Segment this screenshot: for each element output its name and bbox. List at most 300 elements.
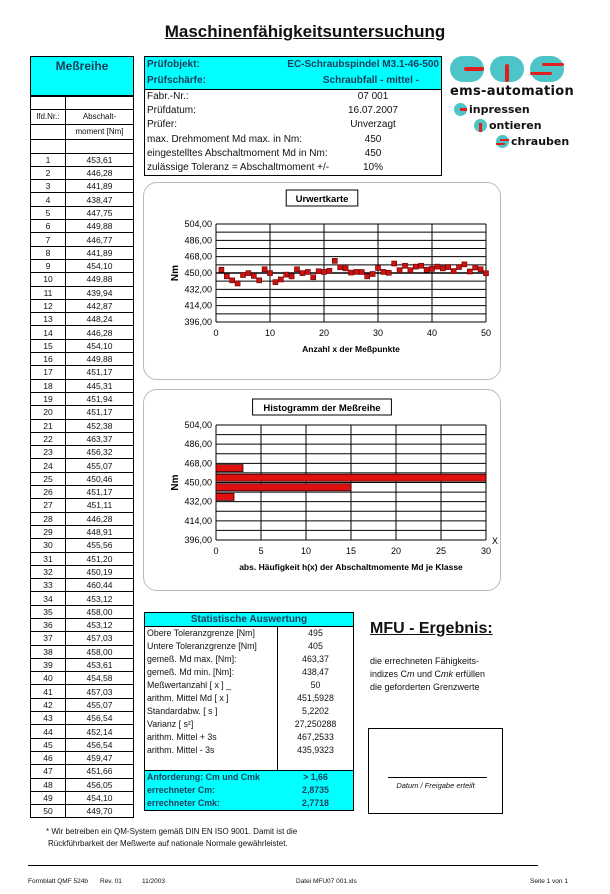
data-point <box>316 269 321 274</box>
measurement-row <box>31 246 134 259</box>
row-value: 449,88 <box>66 353 134 366</box>
info-label: zulässige Toleranz = Abschaltmoment +/- <box>147 161 330 173</box>
data-point <box>278 277 283 282</box>
col-header-value-2: moment [Nm] <box>66 125 134 140</box>
row-value: 459,47 <box>66 751 134 764</box>
data-point <box>230 278 235 283</box>
row-number: 48 <box>31 778 66 791</box>
row-number: 32 <box>31 565 66 578</box>
measurement-row <box>31 166 134 179</box>
row-value: 458,00 <box>66 605 134 618</box>
row-number: 26 <box>31 486 66 499</box>
y-tick-label: 432,00 <box>184 496 212 507</box>
result-row <box>145 784 353 797</box>
measurement-row <box>31 220 134 233</box>
row-value: 456,32 <box>66 446 134 459</box>
row-value: 456,05 <box>66 778 134 791</box>
x-tick-label: 15 <box>345 546 357 556</box>
data-point <box>338 265 343 270</box>
info-value: 07 001 <box>357 91 389 102</box>
measurement-grid <box>30 96 134 818</box>
data-point <box>419 263 424 268</box>
footer-rev: Rev. 01 <box>100 878 122 885</box>
row-value: 456,54 <box>66 738 134 751</box>
signature-label: Datum / Freigabe erteilt <box>396 781 475 790</box>
mfu-result-heading: MFU - Ergebnis: <box>370 620 493 637</box>
stats-label: Meßwertanzahl [ x ] _ <box>145 679 278 692</box>
row-value: 447,75 <box>66 206 134 219</box>
data-point <box>424 267 429 272</box>
row-value: 457,03 <box>66 685 134 698</box>
data-point <box>435 264 440 269</box>
row-number: 25 <box>31 472 66 485</box>
y-tick-label: 396,00 <box>184 317 212 327</box>
row-value: 451,17 <box>66 486 134 499</box>
data-point <box>408 268 413 273</box>
stats-row <box>145 627 353 640</box>
measurement-row <box>31 778 134 791</box>
row-number: 44 <box>31 725 66 738</box>
data-point <box>386 270 391 275</box>
pruefschaerfe-row <box>145 73 441 90</box>
logo-word-schrauben: chrauben <box>496 135 580 148</box>
data-point <box>457 265 462 270</box>
data-point <box>251 273 256 278</box>
measurement-row <box>31 565 134 578</box>
stats-rows <box>145 627 353 757</box>
measurement-row <box>31 738 134 751</box>
y-tick-label: 450,00 <box>184 477 212 488</box>
row-value: 458,00 <box>66 645 134 658</box>
row-value: 438,47 <box>66 193 134 206</box>
histogram-svg <box>144 390 500 590</box>
measurement-row <box>31 233 134 246</box>
row-value: 446,28 <box>66 166 134 179</box>
data-point <box>392 261 397 266</box>
row-number: 33 <box>31 579 66 592</box>
measurement-row <box>31 339 134 352</box>
chart-title: Urwertkarte <box>295 194 349 205</box>
row-number: 45 <box>31 738 66 751</box>
stats-label: Varianz [ s²] <box>145 718 278 731</box>
stats-value: 467,2533 <box>297 732 334 742</box>
row-number: 29 <box>31 525 66 538</box>
data-point <box>311 275 316 280</box>
row-value: 451,66 <box>66 765 134 778</box>
footer-form: Formblatt QMF 524b <box>28 878 88 885</box>
y-axis-label: Nm <box>170 474 181 491</box>
row-value: 453,12 <box>66 592 134 605</box>
row-number: 21 <box>31 419 66 432</box>
data-point <box>451 269 456 274</box>
data-point <box>467 269 472 274</box>
data-point <box>413 264 418 269</box>
row-number: 28 <box>31 512 66 525</box>
stats-row <box>145 679 353 692</box>
measurement-row <box>31 539 134 552</box>
row-value: 452,14 <box>66 725 134 738</box>
data-point <box>381 269 386 274</box>
row-number: 2 <box>31 166 66 179</box>
measurement-row <box>31 751 134 764</box>
result-row <box>145 797 353 810</box>
row-value: 449,70 <box>66 805 134 818</box>
qm-note: * Wir betreiben ein QM-System gemäß DIN EN ISO 9001. Damit ist die Rückführbarkeit der Meßwerte auf nationale Normale gewährleistet. <box>46 827 298 848</box>
row-value: 448,24 <box>66 313 134 326</box>
stats-row <box>145 640 353 653</box>
row-value: 455,56 <box>66 539 134 552</box>
measurement-row <box>31 605 134 618</box>
data-point <box>246 271 251 276</box>
row-number: 8 <box>31 246 66 259</box>
row-number: 7 <box>31 233 66 246</box>
chart-title: Histogramm der Meßreihe <box>263 403 381 414</box>
info-value: 450 <box>364 133 382 145</box>
row-value: 454,58 <box>66 672 134 685</box>
spacer-cell <box>66 97 134 110</box>
measurement-row <box>31 579 134 592</box>
data-point <box>430 266 435 271</box>
result-value: > 1,66 <box>303 772 328 782</box>
col-header-nr: lfd.Nr.: <box>31 110 66 125</box>
data-point <box>462 262 467 267</box>
stats-value: 27,250288 <box>294 719 337 729</box>
measurement-row <box>31 153 134 166</box>
measurement-row <box>31 658 134 671</box>
pruefschaerfe-label: Prüfschärfe: <box>147 75 206 86</box>
data-point <box>370 271 375 276</box>
ems-logo-mark <box>450 56 580 82</box>
info-value: Unverzagt <box>350 119 396 131</box>
x-tick-label: 20 <box>318 328 330 338</box>
row-number: 36 <box>31 618 66 631</box>
measurement-row <box>31 672 134 685</box>
x-axis-label: abs. Häufigkeit h(x) der Abschaltmomente Md je Klasse <box>239 562 463 572</box>
measurement-row <box>31 632 134 645</box>
row-value: 454,10 <box>66 791 134 804</box>
test-info-box <box>144 56 442 176</box>
measurement-row <box>31 791 134 804</box>
measurement-row <box>31 805 134 818</box>
row-number: 13 <box>31 313 66 326</box>
measurement-row <box>31 725 134 738</box>
row-number: 20 <box>31 406 66 419</box>
x-tick-label: 40 <box>426 328 438 338</box>
stats-value: 50 <box>310 680 321 690</box>
data-point <box>322 269 327 274</box>
result-label: errechneter Cm: <box>147 785 215 795</box>
row-number: 35 <box>31 605 66 618</box>
stats-label: arithm. Mittel Md [ x ] <box>145 692 278 705</box>
stats-label: gemeß. Md max. [Nm]: <box>145 653 278 666</box>
row-value: 463,37 <box>66 432 134 445</box>
measurement-row <box>31 313 134 326</box>
measurement-row <box>31 472 134 485</box>
row-number: 49 <box>31 791 66 804</box>
result-label: errechneter Cmk: <box>147 798 220 808</box>
x-tick-label: 10 <box>300 546 312 556</box>
measurement-row <box>31 512 134 525</box>
footer-divider <box>28 865 538 866</box>
logo-m-mini-icon <box>474 119 487 132</box>
stats-value: 438,47 <box>302 667 329 677</box>
x-tick-label: 20 <box>390 546 402 556</box>
result-label: Anforderung: Cm und Cmk <box>147 772 260 782</box>
measurement-row <box>31 273 134 286</box>
measurement-row <box>31 379 134 392</box>
measurement-row <box>31 419 134 432</box>
measurement-row <box>31 698 134 711</box>
row-number: 37 <box>31 632 66 645</box>
data-point <box>268 271 273 276</box>
footer-page: Seite 1 von 1 <box>530 878 568 885</box>
stats-row <box>145 718 353 731</box>
row-number: 41 <box>31 685 66 698</box>
row-value: 450,19 <box>66 565 134 578</box>
x-tick-label: 30 <box>480 546 492 556</box>
measurement-row <box>31 459 134 472</box>
ems-logo <box>450 56 580 171</box>
stats-row <box>145 666 353 679</box>
row-value: 442,87 <box>66 299 134 312</box>
info-label: Prüfer: <box>147 119 178 131</box>
row-number: 10 <box>31 273 66 286</box>
row-number: 19 <box>31 392 66 405</box>
measurement-table-header: Meßreihe <box>30 56 134 96</box>
row-value: 455,07 <box>66 698 134 711</box>
row-number: 18 <box>31 379 66 392</box>
stats-row <box>145 705 353 718</box>
data-point <box>376 265 381 270</box>
stats-header: Statistische Auswertung <box>145 613 353 627</box>
measurement-row <box>31 645 134 658</box>
measurement-row <box>31 193 134 206</box>
data-point <box>484 271 489 276</box>
measurement-row <box>31 618 134 631</box>
row-number: 23 <box>31 446 66 459</box>
stats-label: Standardabw. [ s ] <box>145 705 278 718</box>
data-point <box>284 272 289 277</box>
data-point <box>343 266 348 271</box>
x-axis-end-label: X <box>492 536 499 546</box>
stats-table <box>144 612 354 811</box>
result-value: 2,8735 <box>302 785 329 795</box>
y-tick-label: 486,00 <box>184 439 212 450</box>
measurement-row <box>31 286 134 299</box>
stats-row <box>145 731 353 744</box>
measurement-row <box>31 486 134 499</box>
row-value: 454,10 <box>66 259 134 272</box>
row-number: 38 <box>31 645 66 658</box>
stats-value: 5,2202 <box>302 706 329 716</box>
info-row <box>145 118 441 132</box>
logo-s-icon <box>530 56 564 82</box>
stats-spacer-row <box>145 757 353 770</box>
measurement-table <box>30 56 134 818</box>
row-number: 15 <box>31 339 66 352</box>
data-point <box>262 267 267 272</box>
row-value: 439,94 <box>66 286 134 299</box>
stats-results <box>145 770 353 810</box>
info-value: 450 <box>364 147 382 159</box>
y-tick-label: 414,00 <box>184 300 212 311</box>
data-point <box>365 274 370 279</box>
x-tick-label: 0 <box>213 328 219 338</box>
row-value: 441,89 <box>66 180 134 193</box>
result-value: 2,7718 <box>302 798 329 808</box>
y-axis-label: Nm <box>170 264 181 282</box>
measurement-row <box>31 366 134 379</box>
measurement-row <box>31 206 134 219</box>
data-point <box>403 263 408 268</box>
row-number: 43 <box>31 712 66 725</box>
urwertkarte-svg <box>144 183 500 379</box>
row-number: 31 <box>31 552 66 565</box>
measurement-row <box>31 392 134 405</box>
info-value: 16.07.2007 <box>347 105 399 117</box>
measurement-row <box>31 712 134 725</box>
pruefobjekt-label: Prüfobjekt: <box>147 59 200 70</box>
stats-label: gemeß. Md min. [Nm]: <box>145 666 278 679</box>
histogram-bar <box>216 474 486 481</box>
stats-row <box>145 744 353 757</box>
row-value: 446,28 <box>66 512 134 525</box>
measurement-row <box>31 353 134 366</box>
row-value: 453,61 <box>66 658 134 671</box>
data-point <box>219 267 224 272</box>
measurement-row <box>31 259 134 272</box>
data-point <box>332 258 337 263</box>
logo-m-icon <box>490 56 524 82</box>
row-number: 11 <box>31 286 66 299</box>
stats-row <box>145 692 353 705</box>
x-tick-label: 30 <box>372 328 384 338</box>
x-tick-label: 50 <box>480 328 492 338</box>
row-number: 1 <box>31 153 66 166</box>
row-number: 17 <box>31 366 66 379</box>
spacer-cell <box>31 125 66 140</box>
row-number: 47 <box>31 765 66 778</box>
data-point <box>235 281 240 286</box>
row-value: 451,11 <box>66 499 134 512</box>
measurement-row <box>31 685 134 698</box>
row-value: 452,38 <box>66 419 134 432</box>
y-tick-label: 396,00 <box>184 535 212 545</box>
row-number: 34 <box>31 592 66 605</box>
row-value: 460,44 <box>66 579 134 592</box>
measurement-row <box>31 592 134 605</box>
measurement-row <box>31 406 134 419</box>
row-number: 5 <box>31 206 66 219</box>
stats-label: Untere Toleranzgrenze [Nm] <box>145 640 278 653</box>
col-header-value-1: Abschalt- <box>66 110 134 125</box>
y-tick-label: 414,00 <box>184 515 212 526</box>
stats-row <box>145 653 353 666</box>
y-tick-label: 450,00 <box>184 268 212 278</box>
data-point <box>273 280 278 285</box>
info-row <box>145 147 441 161</box>
row-value: 451,94 <box>66 392 134 405</box>
histogram-chart <box>143 389 501 591</box>
row-number: 3 <box>31 180 66 193</box>
data-point <box>446 265 451 270</box>
data-point <box>257 278 262 283</box>
logo-word-montieren: ontieren <box>474 119 580 132</box>
logo-s-mini-icon <box>496 135 509 148</box>
row-number: 39 <box>31 658 66 671</box>
row-number: 4 <box>31 193 66 206</box>
data-point <box>289 274 294 279</box>
stats-value: 495 <box>308 628 323 638</box>
histogram-bar <box>216 465 243 472</box>
measurement-row <box>31 525 134 538</box>
data-point <box>295 267 300 272</box>
row-value: 451,17 <box>66 406 134 419</box>
info-row <box>145 161 441 175</box>
data-point <box>359 269 364 274</box>
data-point <box>473 265 478 270</box>
y-tick-label: 504,00 <box>184 219 212 229</box>
row-number: 22 <box>31 432 66 445</box>
signature-box[interactable] <box>368 728 503 814</box>
info-row <box>145 104 441 118</box>
stats-value: 435,9323 <box>297 745 334 755</box>
logo-e-icon <box>450 56 484 82</box>
logo-brand-text: ems-automation <box>450 84 575 99</box>
measurement-row <box>31 432 134 445</box>
row-number: 27 <box>31 499 66 512</box>
row-value: 453,61 <box>66 153 134 166</box>
row-number: 30 <box>31 539 66 552</box>
row-value: 441,89 <box>66 246 134 259</box>
row-value: 451,20 <box>66 552 134 565</box>
row-number: 50 <box>31 805 66 818</box>
row-number: 16 <box>31 353 66 366</box>
x-tick-label: 0 <box>213 546 219 556</box>
row-value: 445,31 <box>66 379 134 392</box>
info-rows <box>145 90 441 175</box>
measurement-row <box>31 552 134 565</box>
measurement-row <box>31 180 134 193</box>
signature-line <box>388 777 487 778</box>
stats-value: 451,5928 <box>297 693 334 703</box>
info-row <box>145 133 441 147</box>
x-tick-label: 5 <box>258 546 264 556</box>
info-label: max. Drehmoment Md max. in Nm: <box>147 133 303 145</box>
y-tick-label: 486,00 <box>184 235 212 246</box>
pruefobjekt-value: EC-Schraubspindel M3.1-46-500 <box>287 59 439 70</box>
info-label: Fabr.-Nr.: <box>147 91 189 102</box>
row-value: 455,07 <box>66 459 134 472</box>
row-value: 451,17 <box>66 366 134 379</box>
info-value: 10% <box>362 161 383 173</box>
row-value: 449,88 <box>66 220 134 233</box>
row-value: 446,28 <box>66 326 134 339</box>
measurement-row <box>31 499 134 512</box>
info-row <box>145 90 441 104</box>
stats-value: 463,37 <box>302 654 329 664</box>
row-number: 24 <box>31 459 66 472</box>
data-point <box>440 266 445 271</box>
row-number: 40 <box>31 672 66 685</box>
row-value: 446,77 <box>66 233 134 246</box>
y-tick-label: 468,00 <box>184 458 212 469</box>
pruefschaerfe-value: Schraubfall - mittel - <box>322 75 419 86</box>
stats-label: arithm. Mittel + 3s <box>145 731 278 744</box>
stats-label: Obere Toleranzgrenze [Nm] <box>145 627 278 640</box>
spacer-cell <box>31 140 66 153</box>
row-value: 453,12 <box>66 618 134 631</box>
